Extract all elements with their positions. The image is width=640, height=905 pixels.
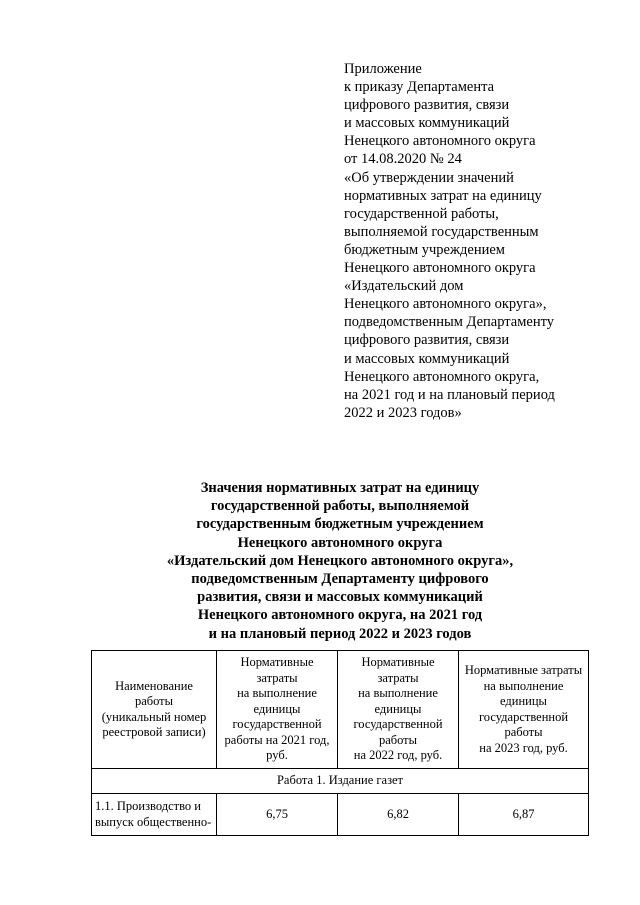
cost-table — [91, 650, 589, 836]
header-line: Нормативные — [240, 655, 314, 670]
header-line: руб. — [266, 748, 288, 763]
annex-line: бюджетным учреждением — [344, 241, 505, 258]
header-line: затраты — [256, 670, 298, 685]
title-line: государственным бюджетным учреждением — [196, 516, 484, 533]
header-line: на 2022 год, руб. — [353, 748, 443, 763]
annex-line: подведомственным Департаменту — [344, 314, 555, 331]
header-line: единицы — [253, 701, 301, 716]
header-line: (уникальный номер — [101, 709, 207, 724]
header-line: на 2023 год, руб. — [479, 740, 568, 755]
annex-line: цифрового развития, связи — [344, 97, 510, 114]
header-line: реестровой записи) — [102, 725, 206, 739]
annex-line: Приложение — [344, 61, 422, 77]
table-row-work-group — [92, 769, 589, 794]
annex-line: и массовых коммуникаций — [344, 115, 510, 132]
annex-line: на 2021 год и на плановый период — [344, 386, 555, 403]
annex-line: Ненецкого автономного округа», — [344, 296, 547, 313]
title-line: государственной работы, выполняемой — [210, 498, 470, 515]
item-value-2022: 6,82 — [338, 794, 459, 836]
title-line: Значения нормативных затрат на единицу — [200, 480, 480, 496]
header-cost-2023 — [459, 651, 589, 769]
annex-line: выполняемой государственным — [344, 223, 539, 240]
annex-line: «Об утверждении значений — [344, 169, 514, 186]
table-row — [92, 794, 589, 836]
header-line: на выполнение — [358, 686, 438, 701]
annex-line: нормативных затрат на единицу — [344, 187, 542, 204]
annex-line: Ненецкого автономного округа — [344, 133, 536, 150]
title-line: и на плановый период 2022 и 2023 годов — [208, 625, 472, 642]
header-line: затраты — [377, 670, 419, 685]
header-line: Нормативные — [361, 655, 435, 670]
table-header-row — [92, 651, 589, 769]
header-cost-2021 — [217, 651, 338, 769]
item-name — [92, 794, 217, 836]
item-value-2023: 6,87 — [459, 794, 589, 836]
header-line: государственной — [232, 717, 322, 732]
title-line: развития, связи и массовых коммуникаций — [197, 589, 483, 606]
header-line: государственной — [353, 717, 443, 732]
header-work-name — [92, 651, 217, 769]
title-line: Ненецкого автономного округа — [237, 534, 443, 551]
item-name-line: выпуск общественно- — [95, 814, 212, 829]
header-line: государственной — [478, 709, 569, 724]
document-title — [100, 479, 580, 643]
annex-line: государственной работы, — [344, 205, 499, 222]
annex-line: от 14.08.2020 № 24 — [344, 151, 462, 168]
header-cost-2022 — [338, 651, 459, 769]
item-name-line: 1.1. Производство и — [95, 799, 201, 813]
header-line: работы — [378, 732, 418, 747]
item-value-2021: 6,75 — [217, 794, 338, 836]
header-line: на выполнение — [237, 686, 317, 701]
header-line: работы на 2021 год, — [224, 732, 330, 747]
work-group-label: Работа 1. Издание газет — [92, 769, 589, 794]
header-line: работы — [504, 725, 543, 739]
header-line: единицы — [500, 694, 547, 708]
annex-line: и массовых коммуникаций — [344, 350, 510, 367]
header-line: Наименование работы — [115, 678, 193, 708]
annex-block — [344, 60, 624, 422]
annex-line: 2022 и 2023 годов» — [344, 404, 462, 421]
header-line: единицы — [374, 701, 422, 716]
header-line: на выполнение — [483, 678, 564, 693]
annex-line: цифрового развития, связи — [344, 332, 510, 349]
title-line: «Издательский дом Ненецкого автономного округа», — [166, 552, 514, 569]
title-line: подведомственным Департаменту цифрового — [191, 571, 489, 588]
annex-line: Ненецкого автономного округа — [344, 260, 536, 277]
annex-line: Ненецкого автономного округа, — [344, 368, 540, 385]
header-line: Нормативные затраты — [464, 663, 583, 677]
annex-line: к приказу Департамента — [344, 79, 495, 96]
title-line: Ненецкого автономного округа, на 2021 год — [197, 607, 483, 624]
annex-line: «Издательский дом — [344, 278, 464, 295]
